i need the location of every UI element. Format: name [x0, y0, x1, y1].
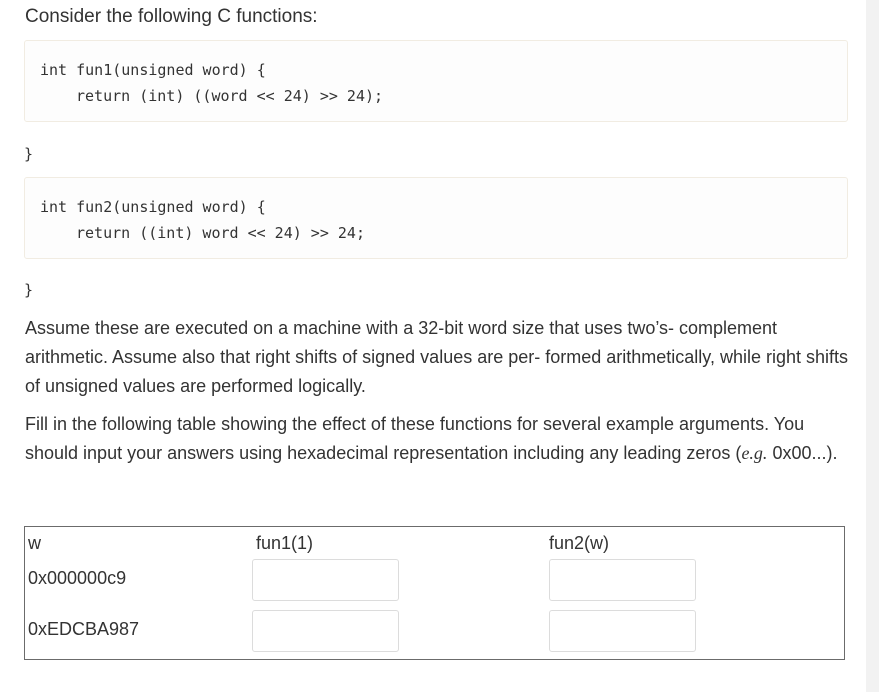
column-header-w: w: [28, 533, 41, 553]
fun1-answer-input[interactable]: [252, 559, 399, 601]
instructions-text: Fill in the following table showing the effect of these functions for several example arguments. You should input your answers using hexadecimal representation including any leading zeros (: [25, 414, 805, 463]
column-header-fun1: fun1(1): [256, 533, 314, 553]
column-header-fun2: fun2(w): [549, 533, 610, 553]
question-title: Consider the following C functions:: [25, 6, 318, 27]
fun2-answer-input[interactable]: [549, 559, 696, 601]
answer-table: [24, 526, 845, 660]
code-line-return: return (int) ((word << 24) >> 24);: [76, 87, 384, 105]
eg-abbrev: e.g.: [741, 443, 768, 463]
code-line-signature: int fun2(unsigned word) {: [40, 198, 266, 216]
code-block-fun1: [24, 40, 848, 122]
assumptions-paragraph: Assume these are executed on a machine with a 32-bit word size that uses two’s- complement arithmetic. Assume also that right shifts of signed values are per- formed arithmetically, while right shifts of unsigned values are performed logically.: [25, 318, 849, 396]
code-closing-brace: }: [24, 281, 34, 299]
row-label-w: 0x000000c9: [28, 568, 127, 588]
fun1-answer-input[interactable]: [252, 610, 399, 652]
code-closing-brace: }: [24, 145, 34, 163]
code-line-return: return ((int) word << 24) >> 24;: [76, 224, 365, 242]
instructions-paragraph: [25, 410, 855, 468]
example-format-text: 0x00...).: [767, 443, 838, 463]
code-line-signature: int fun1(unsigned word) {: [40, 61, 266, 79]
code-block-fun2: [24, 177, 848, 259]
row-label-w: 0xEDCBA987: [28, 619, 140, 639]
fun2-answer-input[interactable]: [549, 610, 696, 652]
